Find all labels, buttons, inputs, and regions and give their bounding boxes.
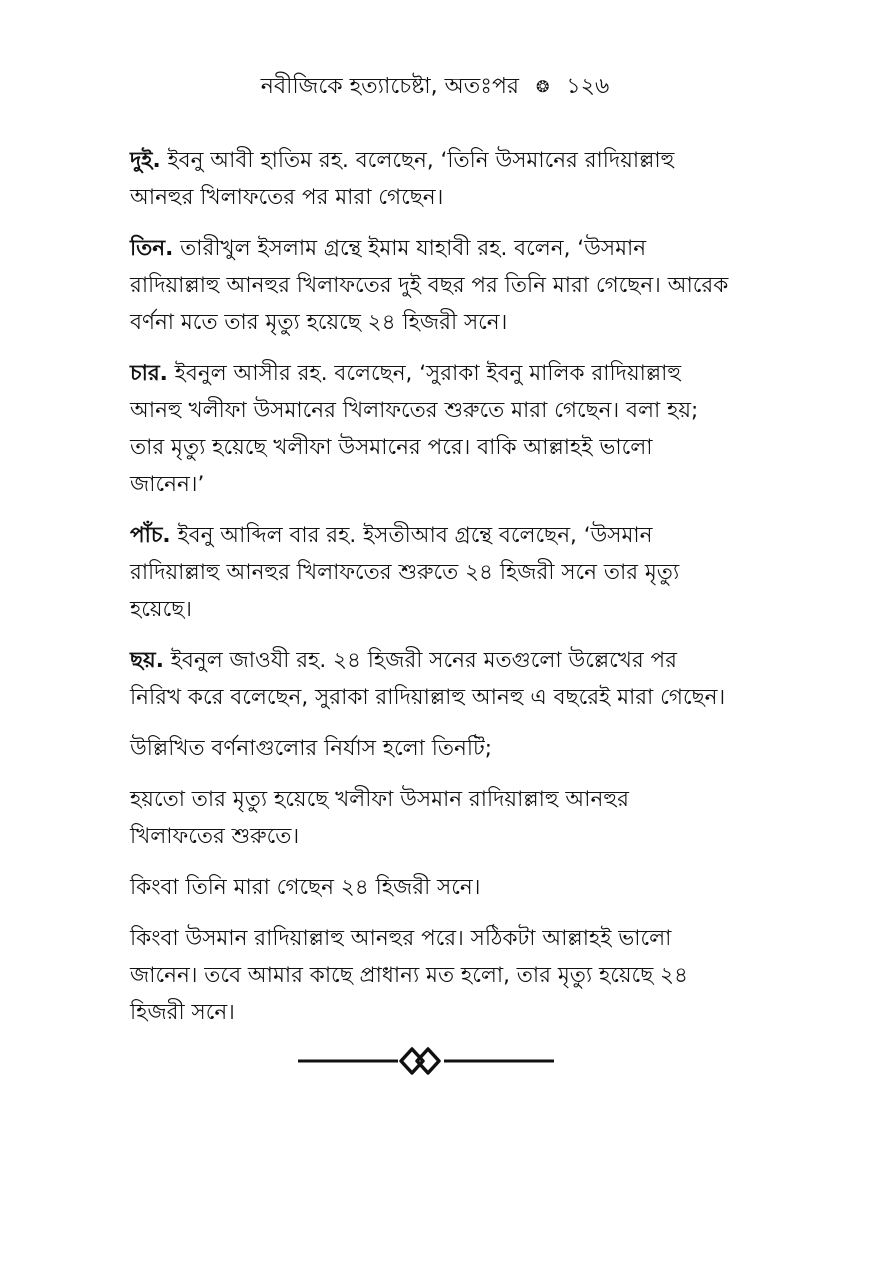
paragraph-label: চার.	[130, 361, 168, 386]
summary-option-2: কিংবা তিনি মারা গেছেন ২৪ হিজরী সনে।	[130, 875, 481, 900]
paragraph-text: ইবনুল জাওযী রহ. ২৪ হিজরী সনের মতগুলো উল্লেখের পর নিরিখ করে বলেছেন, সুরাকা রাদিয়াল্লাহু আনহু এ বছরেই মারা গেছেন।	[130, 648, 726, 710]
page-number: ১২৬	[566, 74, 610, 99]
paragraph-text: ইবনু আবী হাতিম রহ. বলেছেন, ‘তিনি উসমানের রাদিয়াল্লাহু আনহুর খিলাফতের পর মারা গেছেন।	[130, 148, 675, 210]
paragraph-label: পাঁচ.	[130, 523, 171, 548]
opinion-paragraph-5	[130, 517, 730, 628]
paragraph-text: ইবনু আব্দিল বার রহ. ইসতীআব গ্রন্থে বলেছেন, ‘উসমান রাদিয়াল্লাহু আনহুর খিলাফতের শুরুতে ২৪ হিজরী সনে তার মৃত্যু হয়েছে।	[130, 523, 680, 622]
opinion-paragraph-6	[130, 642, 730, 716]
opinion-paragraph-2	[130, 142, 730, 216]
opinion-paragraph-3	[130, 230, 730, 341]
paragraph-label: তিন.	[130, 236, 174, 261]
paragraph-label: ছয়.	[130, 648, 164, 673]
page-body	[130, 142, 730, 1045]
running-title: নবীজিকে হত্যাচেষ্টা, অতঃপর	[260, 74, 519, 99]
running-header	[0, 72, 870, 102]
opinion-paragraph-4	[130, 355, 730, 503]
header-separator-icon: ❂	[536, 77, 550, 96]
summary-option-3: কিংবা উসমান রাদিয়াল্লাহু আনহুর পরে। সঠিকটা আল্লাহই ভালো জানেন। তবে আমার কাছে প্রাধান্য মত হলো, তার মৃত্যু হয়েছে ২৪ হিজরী সনে।	[130, 926, 688, 1025]
summary-option-1: হয়তো তার মৃত্যু হয়েছে খলীফা উসমান রাদিয়াল্লাহু আনহুর খিলাফতের শুরুতে।	[130, 787, 629, 849]
paragraph-label: দুই.	[130, 148, 161, 173]
summary-intro: উল্লিখিত বর্ণনাগুলোর নির্যাস হলো তিনটি;	[130, 736, 492, 761]
paragraph-text: ইবনুল আসীর রহ. বলেছেন, ‘সুরাকা ইবনু মালিক রাদিয়াল্লাহু আনহু খলীফা উসমানের খিলাফতের শুরুতে মারা গেছেন। বলা হয়; তার মৃত্যু হয়েছে খলীফা উসমানের পরে। বাকি আল্লাহই ভালো জানেন।’	[130, 361, 699, 497]
paragraph-text: তারীখুল ইসলাম গ্রন্থে ইমাম যাহাবী রহ. বলেন, ‘উসমান রাদিয়াল্লাহু আনহুর খিলাফতের দুই বছর পর তিনি মারা গেছেন। আরেক বর্ণনা মতে তার মৃত্যু হয়েছে ২৪ হিজরী সনে।	[130, 236, 729, 335]
double-diamond-divider-icon	[298, 1044, 554, 1078]
